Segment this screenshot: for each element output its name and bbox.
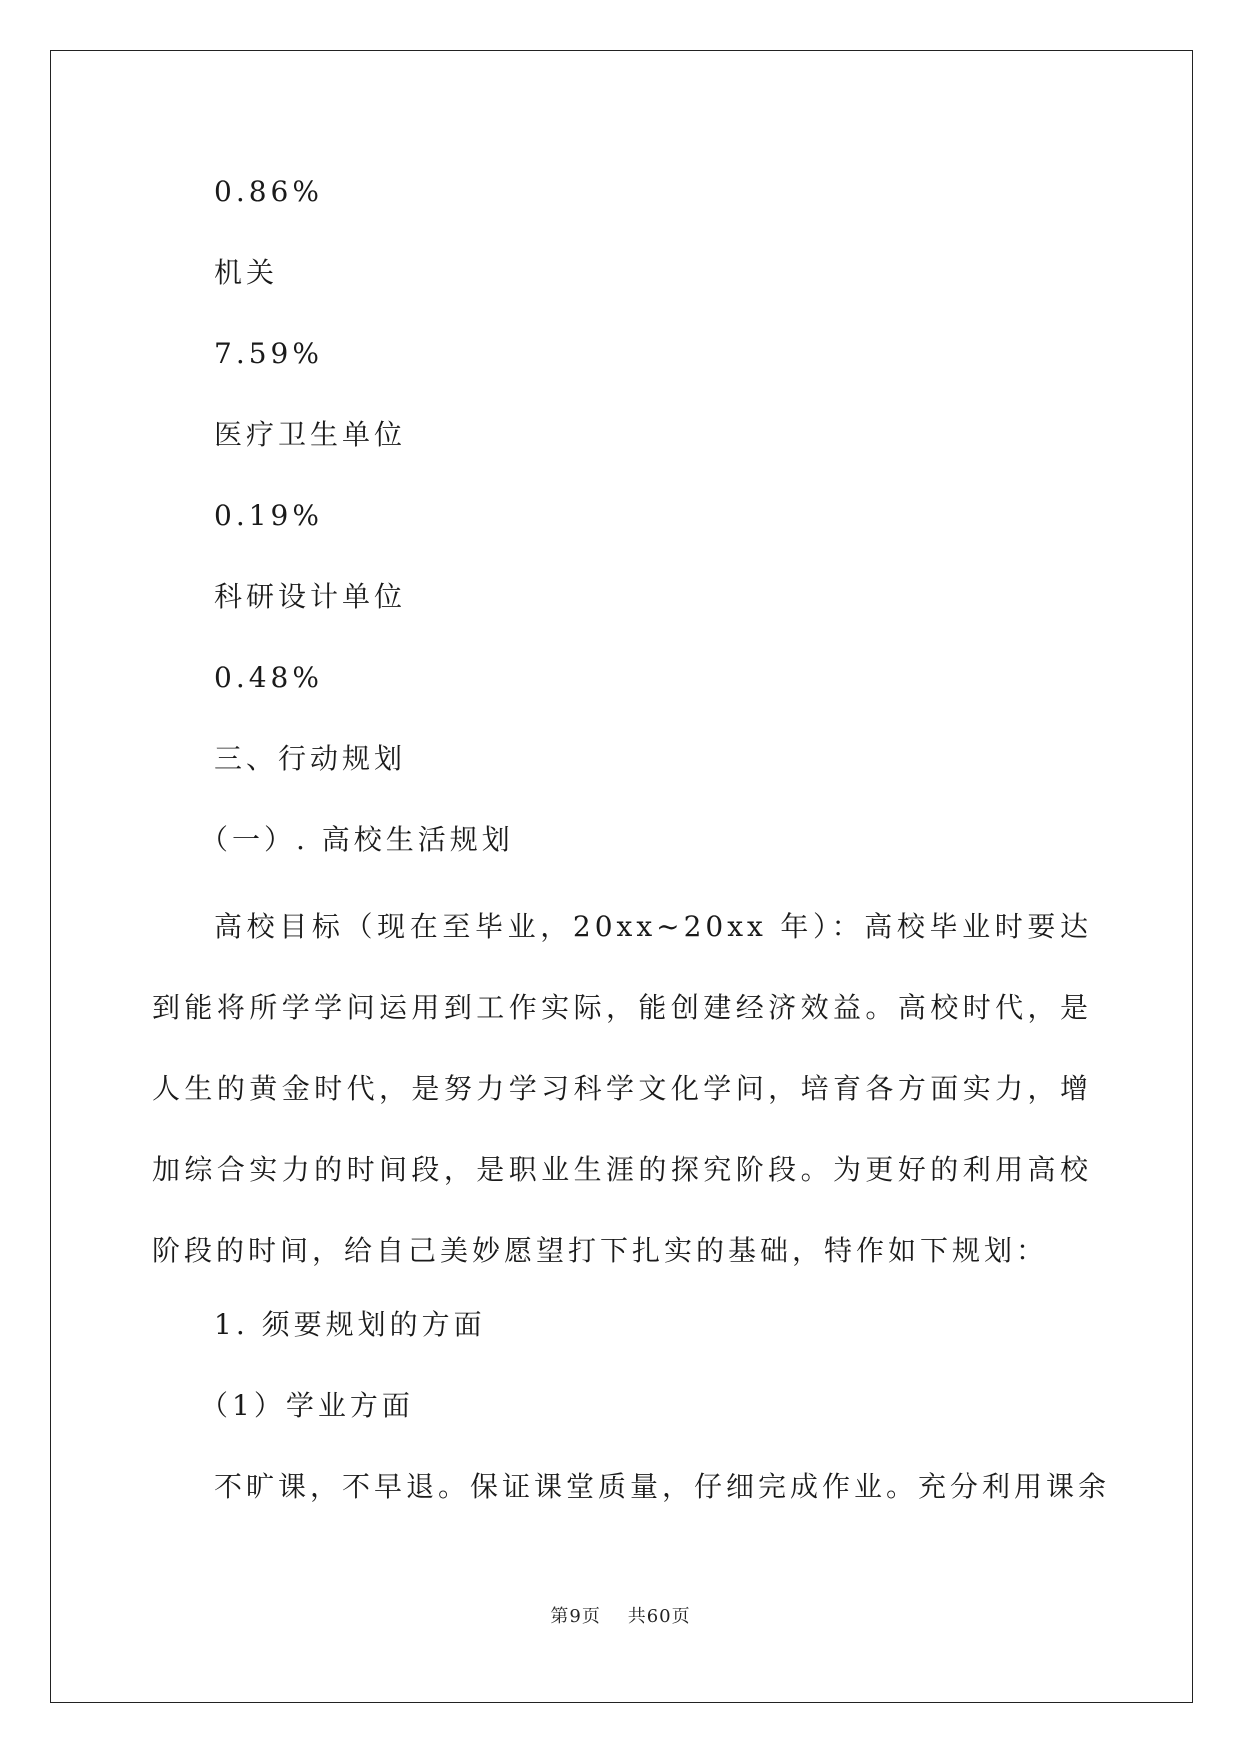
total-suffix: 页	[671, 1606, 691, 1627]
total-prefix: 共	[627, 1606, 647, 1627]
list-subheading: （1）学业方面	[200, 1389, 414, 1422]
text-line: 不旷课，不早退。保证课堂质量，仔细完成作业。充分利用课余	[214, 1470, 1111, 1503]
list-heading: 1. 须要规划的方面	[214, 1308, 486, 1341]
text-line: 科研设计单位	[214, 580, 407, 613]
text-line: 医疗卫生单位	[214, 418, 407, 451]
text-line: 0.19%	[214, 499, 323, 532]
page-footer	[0, 1602, 1241, 1628]
page-border	[50, 50, 1193, 1703]
page-label-mid: 页	[581, 1606, 601, 1627]
text-line: 机关	[214, 256, 279, 289]
body-paragraph: 高校目标（现在至毕业，20xx~20xx 年）：高校毕业时要达到能将所学学问运用到工作实际，能创建经济效益。高校时代，是人生的黄金时代，是努力学习科学文化学问，培育各方面实力，增加综合实力的时间段，是职业生涯的探究阶段。为更好的利用高校阶段的时间，给自己美妙愿望打下扎实的基础，特作如下规划：	[152, 910, 1092, 1267]
subsection-heading: （一）. 高校生活规划	[200, 823, 514, 856]
page-label-prefix: 第	[550, 1606, 570, 1627]
text-line: 7.59%	[214, 337, 323, 370]
page-current: 9	[569, 1606, 582, 1627]
text-line: 0.48%	[214, 661, 323, 694]
page-total: 60	[646, 1606, 672, 1627]
text-line: 0.86%	[214, 175, 323, 208]
section-heading: 三、行动规划	[214, 742, 407, 775]
